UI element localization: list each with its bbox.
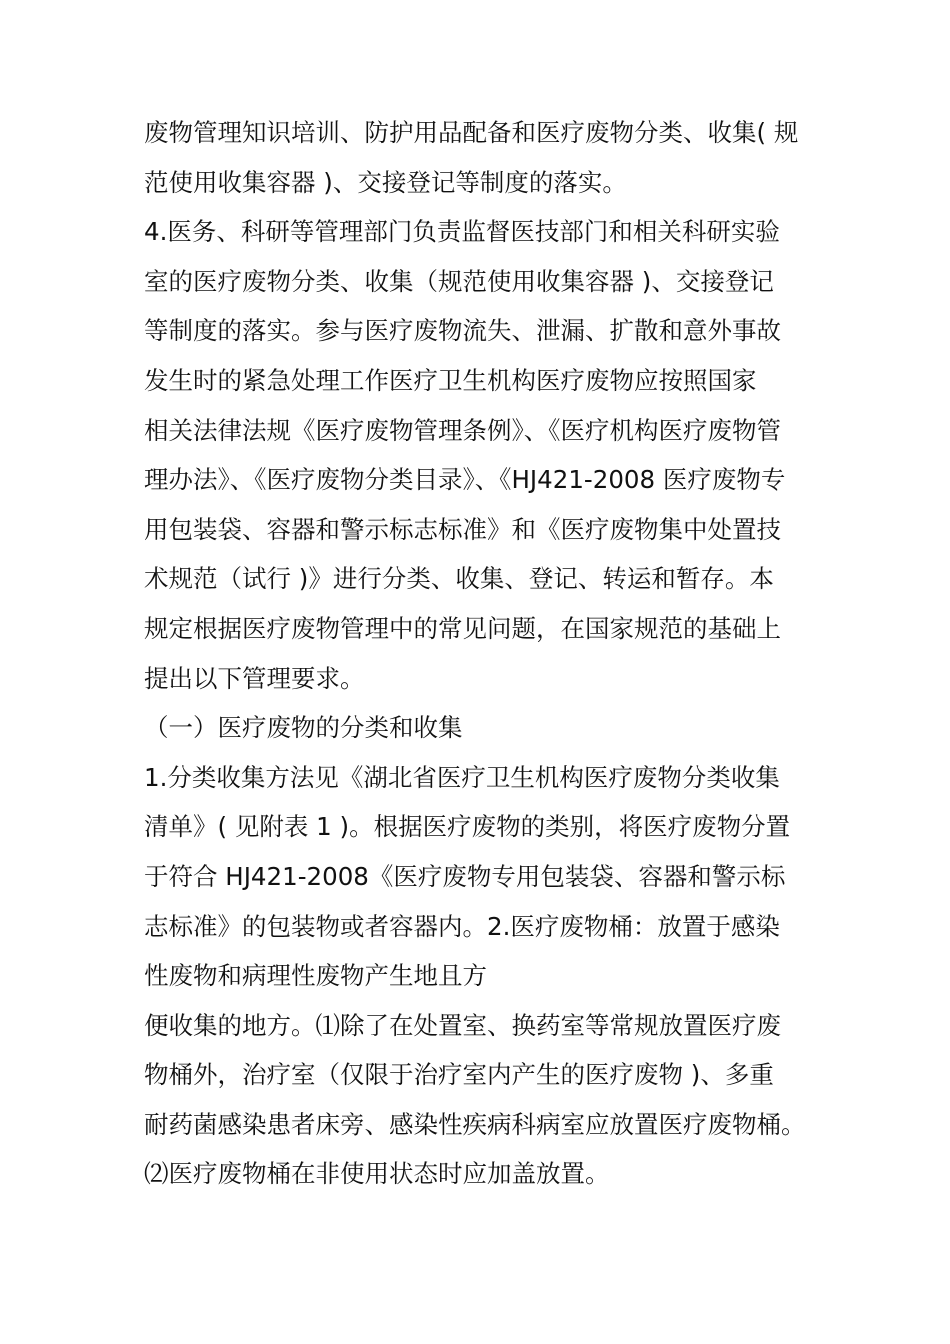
text-line: 物桶外，治疗室（仅限于治疗室内产生的医疗废物 )、多重 <box>144 1060 774 1090</box>
text-line: 清单》( 见附表 1 )。根据医疗废物的类别，将医疗废物分置 <box>144 812 791 842</box>
text-line: 理办法》、《医疗废物分类目录》、《HJ421-2008 医疗废物专 <box>144 465 786 495</box>
text-line: 术规范（试行 )》进行分类、收集、登记、转运和暂存。本 <box>144 564 774 594</box>
section-heading: （一）医疗废物的分类和收集 <box>144 713 463 743</box>
text-line: 规定根据医疗废物管理中的常见问题，在国家规范的基础上 <box>144 613 781 643</box>
text-line: 等制度的落实。参与医疗废物流失、泄漏、扩散和意外事故 <box>144 316 781 346</box>
text-line: 相关法律法规《医疗废物管理条例》、《医疗机构医疗废物管 <box>144 415 781 445</box>
text-line: 用包装袋、容器和警示标志标准》和《医疗废物集中处置技 <box>144 514 781 544</box>
document-body <box>144 108 824 1199</box>
text-line: 废物管理知识培训、防护用品配备和医疗废物分类、收集( 规 <box>144 118 799 147</box>
text-line: 1.分类收集方法见《湖北省医疗卫生机构医疗废物分类收集 <box>144 762 780 792</box>
text-line: 志标准》的包装物或者容器内。2.医疗废物桶：放置于感染 <box>144 911 780 941</box>
text-line: ⑵医疗废物桶在非使用状态时应加盖放置。 <box>144 1159 610 1189</box>
text-line: 提出以下管理要求。 <box>144 663 365 693</box>
text-line: 于符合 HJ421-2008《医疗废物专用包装袋、容器和警示标 <box>144 861 786 891</box>
text-line: 便收集的地方。⑴除了在处置室、换药室等常规放置医疗废 <box>144 1010 781 1040</box>
text-line: 范使用收集容器 )、交接登记等制度的落实。 <box>144 167 627 197</box>
text-line: 发生时的紧急处理工作医疗卫生机构医疗废物应按照国家 <box>144 365 757 395</box>
text-line: 室的医疗废物分类、收集（规范使用收集容器 )、交接登记 <box>144 266 774 296</box>
text-line: 4.医务、科研等管理部门负责监督医技部门和相关科研实验 <box>144 217 780 247</box>
text-line: 耐药菌感染患者床旁、感染性疾病科病室应放置医疗废物桶。 <box>144 1109 806 1139</box>
text-line: 性废物和病理性废物产生地且方 <box>144 961 487 991</box>
